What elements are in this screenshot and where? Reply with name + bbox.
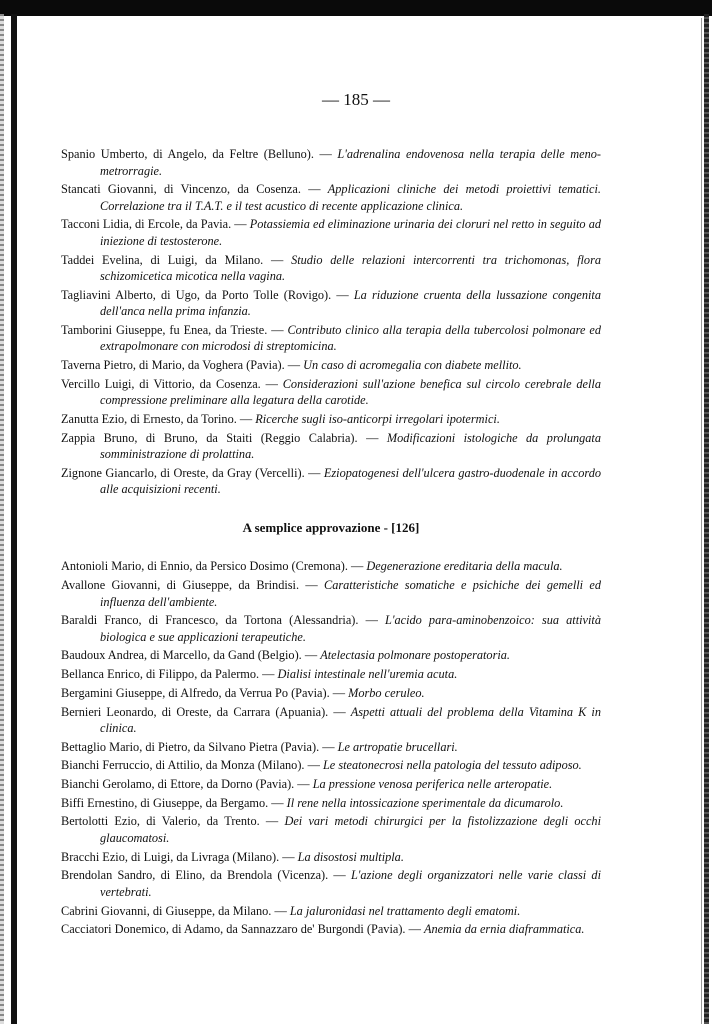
list-entry [61, 558, 601, 575]
entry-author: Tamborini Giuseppe, fu Enea, da Trieste. — [61, 322, 288, 337]
entry-title: Dialisi intestinale nell'uremia acuta. [277, 667, 458, 682]
list-entry [61, 867, 601, 900]
entry-title: Atelectasia polmonare postoperatoria. [320, 648, 510, 663]
entry-author: Stancati Giovanni, di Vincenzo, da Cosenza. — [61, 182, 328, 197]
entry-title: Studio delle relazioni intercorrenti tra trichomonas, flora schizomicetica micotica nella vagina. [100, 252, 601, 284]
entry-author: Bertolotti Ezio, di Valerio, da Trento. — [61, 814, 285, 829]
entry-author: Brendolan Sandro, di Elino, da Brendola (Vicenza). — [61, 868, 351, 883]
entry-title: L'acido para-aminobenzoico: sua attività biologica e sue applicazioni terapeutiche. [100, 613, 601, 644]
entry-author: Taddei Evelina, di Luigi, da Milano. — [61, 252, 292, 267]
list-entry [61, 849, 601, 866]
document-body [61, 146, 601, 940]
list-entry [61, 430, 601, 463]
entry-title: Aspetti attuali del problema della Vitamina K in clinica. [100, 704, 601, 735]
page-number: — 185 — [322, 90, 390, 109]
entry-author: Tacconi Lidia, di Ercole, da Pavia. — [61, 217, 250, 232]
entry-title: Anemia da ernia diaframmatica. [423, 922, 585, 937]
entry-author: Bernieri Leonardo, di Oreste, da Carrara (Apuania). — [61, 704, 351, 719]
thesis-list-first [61, 146, 601, 498]
entry-author: Baudoux Andrea, di Marcello, da Gand (Belgio). — [61, 648, 321, 663]
scan-top-edge [0, 0, 712, 16]
entry-title: La pressione venosa periferica nelle arteropatie. [312, 777, 553, 792]
list-entry [61, 612, 601, 645]
list-entry [61, 685, 601, 702]
entry-title: Degenerazione ereditaria della macula. [366, 559, 563, 574]
entry-title: Le steatonecrosi nella patologia del tessuto adiposo. [322, 758, 582, 773]
entry-title: Contributo clinico alla terapia della tubercolosi polmonare ed extrapolmonare con microdosi di streptomicina. [100, 322, 601, 354]
list-entry [61, 146, 601, 179]
list-entry [61, 411, 601, 428]
entry-author: Zignone Giancarlo, di Oreste, da Gray (Vercelli). — [61, 465, 324, 480]
entry-author: Bettaglio Mario, di Pietro, da Silvano Pietra (Pavia). — [61, 739, 338, 754]
entry-title: Il rene nella intossicazione sperimentale da dicumarolo. [286, 795, 564, 810]
list-entry [61, 704, 601, 737]
thesis-list-approval [61, 558, 601, 937]
list-entry [61, 577, 601, 610]
entry-title: Un caso di acromegalia con diabete mellito. [303, 358, 522, 373]
entry-title: Eziopatogenesi dell'ulcera gastro-duodenale in accordo alle acquisizioni recenti. [100, 465, 602, 497]
list-entry [61, 287, 601, 320]
entry-title: Morbo ceruleo. [348, 685, 425, 700]
scan-right-line [701, 18, 702, 1024]
list-entry [61, 322, 601, 355]
list-entry [61, 776, 601, 793]
list-entry [61, 647, 601, 664]
entry-author: Cacciatori Donemico, di Adamo, da Sannazzaro de' Burgondi (Pavia). — [61, 922, 424, 937]
entry-author: Taverna Pietro, di Mario, da Voghera (Pavia). — [61, 358, 304, 373]
entry-author: Cabrini Giovanni, di Giuseppe, da Milano. — [61, 903, 290, 918]
entry-author: Spanio Umberto, di Angelo, da Feltre (Belluno). — [61, 147, 338, 161]
entry-title: La jaluronidasi nel trattamento degli ematomi. [289, 903, 521, 918]
entry-author: Bracchi Ezio, di Luigi, da Livraga (Milano). — [61, 849, 298, 864]
scan-binding-edge [11, 14, 17, 1024]
entry-title: Modificazioni istologiche da prolungata somministrazione di prolattina. [100, 430, 601, 462]
entry-author: Antonioli Mario, di Ennio, da Persico Dosimo (Cremona). — [61, 559, 367, 574]
scan-left-fringe [0, 14, 4, 1024]
list-entry [61, 181, 601, 214]
entry-author: Zanutta Ezio, di Ernesto, da Torino. — [61, 412, 256, 426]
list-entry [61, 357, 601, 374]
entry-title: La disostosi multipla. [297, 849, 404, 864]
entry-title: Ricerche sugli iso-anticorpi irregolari ipotermici. [255, 412, 500, 426]
entry-author: Baraldi Franco, di Francesco, da Tortona (Alessandria). — [61, 613, 386, 628]
entry-author: Zappia Bruno, di Bruno, da Staiti (Reggio Calabria). — [61, 430, 387, 445]
entry-author: Bianchi Gerolamo, di Ettore, da Dorno (Pavia). — [61, 777, 313, 792]
entry-title: Dei vari metodi chirurgici per la fistolizzazione degli occhi glaucomatosi. [100, 814, 601, 845]
list-entry [61, 666, 601, 683]
section-heading: A semplice approvazione - [126] [242, 519, 420, 535]
entry-title: Le artropatie brucellari. [337, 739, 458, 754]
list-entry [61, 739, 601, 756]
entry-author: Vercillo Luigi, di Vittorio, da Cosenza. — [61, 376, 283, 391]
entry-title: La riduzione cruenta della lussazione congenita dell'anca nella prima infanzia. [100, 287, 601, 319]
list-entry [61, 921, 601, 938]
list-entry [61, 903, 601, 920]
entry-title: Caratteristiche somatiche e psichiche dei gemelli ed influenza dell'ambiente. [100, 578, 602, 609]
entry-title: Applicazioni cliniche dei metodi proiettivi tematici. Correlazione tra il T.A.T. e il test acustico di recente applicazione clinica. [100, 182, 601, 213]
entry-title: L'adrenalina endovenosa nella terapia delle meno-metrorragie. [100, 147, 601, 178]
list-entry [61, 757, 601, 774]
entry-title: L'azione degli organizzatori nelle varie classi di vertebrati. [100, 868, 601, 899]
list-entry [61, 216, 601, 249]
entry-author: Avallone Giovanni, di Giuseppe, da Brindisi. — [61, 578, 324, 593]
entry-author: Tagliavini Alberto, di Ugo, da Porto Tolle (Rovigo). — [61, 287, 354, 302]
list-entry [61, 252, 601, 285]
list-entry [61, 813, 601, 846]
entry-author: Biffi Ernestino, di Giuseppe, da Bergamo. — [61, 795, 287, 810]
list-entry [61, 465, 601, 498]
list-entry [61, 376, 601, 409]
entry-author: Bianchi Ferruccio, di Attilio, da Monza (Milano). — [61, 758, 323, 773]
entry-title: Potassiemia ed eliminazione urinaria dei cloruri nel retto in seguito ad iniezione di testosterone. [100, 217, 601, 248]
entry-author: Bellanca Enrico, di Filippo, da Palermo. — [61, 667, 278, 682]
entry-author: Bergamini Giuseppe, di Alfredo, da Verrua Po (Pavia). — [61, 685, 349, 700]
list-entry [61, 795, 601, 812]
entry-title: Considerazioni sull'azione benefica sul circolo cerebrale della compressione preliminare alla legatura della carotide. [100, 376, 601, 408]
scan-right-edge [704, 14, 709, 1024]
